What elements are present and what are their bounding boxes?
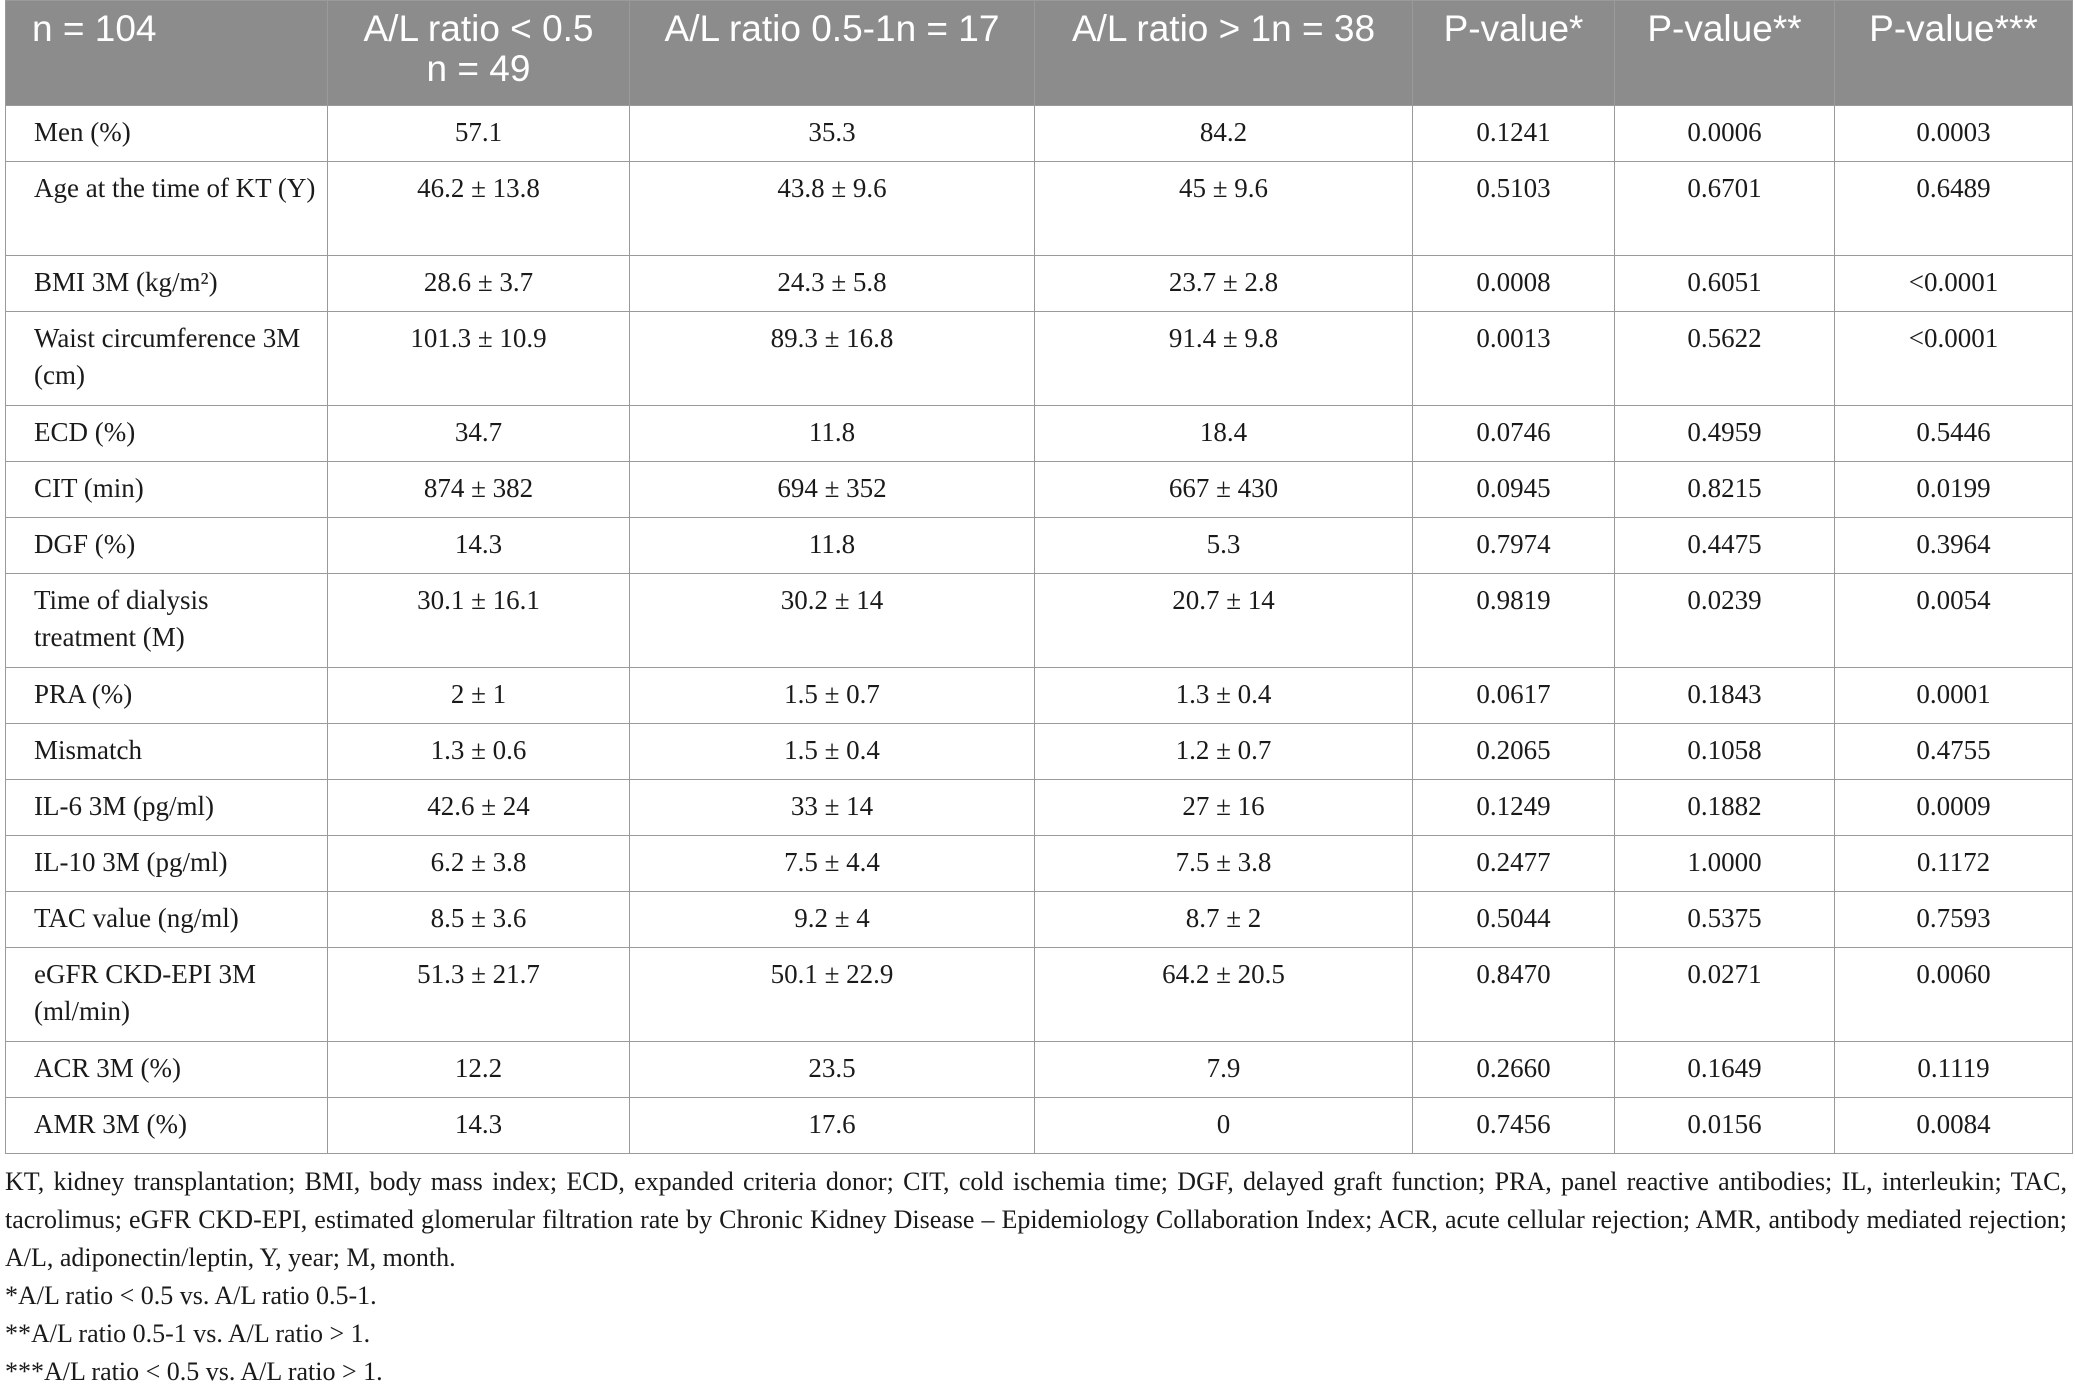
cell-p-value-3: <0.0001 xyxy=(1835,312,2073,406)
header-al-low-line2: n = 49 xyxy=(426,48,531,89)
table-footnotes xyxy=(5,1163,2067,1391)
header-p-value-3: P-value*** xyxy=(1835,1,2073,106)
cell-al-mid: 43.8 ± 9.6 xyxy=(630,162,1035,256)
cell-p-value-3: 0.0084 xyxy=(1835,1098,2073,1154)
cell-p-value-1: 0.5044 xyxy=(1413,892,1615,948)
cell-p-value-3: 0.5446 xyxy=(1835,406,2073,462)
cell-al-high: 1.3 ± 0.4 xyxy=(1035,668,1413,724)
row-label: IL-6 3M (pg/ml) xyxy=(6,780,328,836)
table-row xyxy=(6,312,2073,406)
header-al-low xyxy=(328,1,630,106)
cell-p-value-2: 0.5375 xyxy=(1615,892,1835,948)
cell-al-high: 27 ± 16 xyxy=(1035,780,1413,836)
row-label: DGF (%) xyxy=(6,518,328,574)
cell-p-value-3: 0.0001 xyxy=(1835,668,2073,724)
cell-p-value-3: 0.4755 xyxy=(1835,724,2073,780)
row-label: eGFR CKD-EPI 3M (ml/min) xyxy=(6,948,328,1042)
row-label: ECD (%) xyxy=(6,406,328,462)
cell-p-value-3: 0.0060 xyxy=(1835,948,2073,1042)
table-header-row xyxy=(6,1,2073,106)
cell-al-low: 14.3 xyxy=(328,518,630,574)
cell-al-mid: 30.2 ± 14 xyxy=(630,574,1035,668)
table-row xyxy=(6,462,2073,518)
table-row xyxy=(6,724,2073,780)
cell-p-value-2: 0.0239 xyxy=(1615,574,1835,668)
cell-al-high: 18.4 xyxy=(1035,406,1413,462)
cell-al-mid: 694 ± 352 xyxy=(630,462,1035,518)
cell-al-low: 57.1 xyxy=(328,106,630,162)
cell-p-value-3: 0.6489 xyxy=(1835,162,2073,256)
cell-al-low: 46.2 ± 13.8 xyxy=(328,162,630,256)
row-label: BMI 3M (kg/m²) xyxy=(6,256,328,312)
cell-al-mid: 7.5 ± 4.4 xyxy=(630,836,1035,892)
row-label: Men (%) xyxy=(6,106,328,162)
cell-p-value-2: 1.0000 xyxy=(1615,836,1835,892)
row-label: Time of dialysis treatment (M) xyxy=(6,574,328,668)
row-label: TAC value (ng/ml) xyxy=(6,892,328,948)
footnote-3: ***A/L ratio < 0.5 vs. A/L ratio > 1. xyxy=(5,1357,383,1386)
cell-al-low: 51.3 ± 21.7 xyxy=(328,948,630,1042)
table-row xyxy=(6,948,2073,1042)
cell-al-high: 0 xyxy=(1035,1098,1413,1154)
cell-al-high: 91.4 ± 9.8 xyxy=(1035,312,1413,406)
cell-al-low: 28.6 ± 3.7 xyxy=(328,256,630,312)
cell-al-mid: 1.5 ± 0.4 xyxy=(630,724,1035,780)
cell-p-value-2: 0.1843 xyxy=(1615,668,1835,724)
cell-al-mid: 24.3 ± 5.8 xyxy=(630,256,1035,312)
table-row xyxy=(6,1042,2073,1098)
cell-p-value-1: 0.2660 xyxy=(1413,1042,1615,1098)
header-al-mid: A/L ratio 0.5-1n = 17 xyxy=(630,1,1035,106)
table-row xyxy=(6,668,2073,724)
row-label: ACR 3M (%) xyxy=(6,1042,328,1098)
cell-al-mid: 33 ± 14 xyxy=(630,780,1035,836)
cell-p-value-1: 0.0013 xyxy=(1413,312,1615,406)
cell-al-low: 6.2 ± 3.8 xyxy=(328,836,630,892)
cell-al-mid: 11.8 xyxy=(630,518,1035,574)
cell-p-value-3: 0.0199 xyxy=(1835,462,2073,518)
row-label: IL-10 3M (pg/ml) xyxy=(6,836,328,892)
cell-p-value-3: 0.3964 xyxy=(1835,518,2073,574)
row-label: Mismatch xyxy=(6,724,328,780)
cell-al-high: 7.5 ± 3.8 xyxy=(1035,836,1413,892)
cell-p-value-1: 0.1241 xyxy=(1413,106,1615,162)
cell-p-value-1: 0.0945 xyxy=(1413,462,1615,518)
cell-p-value-3: <0.0001 xyxy=(1835,256,2073,312)
cell-al-mid: 9.2 ± 4 xyxy=(630,892,1035,948)
cell-p-value-3: 0.0054 xyxy=(1835,574,2073,668)
cell-p-value-2: 0.1058 xyxy=(1615,724,1835,780)
cell-p-value-2: 0.8215 xyxy=(1615,462,1835,518)
cell-p-value-1: 0.7456 xyxy=(1413,1098,1615,1154)
cell-al-mid: 23.5 xyxy=(630,1042,1035,1098)
cell-al-high: 45 ± 9.6 xyxy=(1035,162,1413,256)
cell-p-value-1: 0.2477 xyxy=(1413,836,1615,892)
footnote-2: **A/L ratio 0.5-1 vs. A/L ratio > 1. xyxy=(5,1319,371,1348)
cell-al-low: 42.6 ± 24 xyxy=(328,780,630,836)
table-body xyxy=(6,106,2073,1154)
cell-p-value-2: 0.1649 xyxy=(1615,1042,1835,1098)
results-table xyxy=(5,0,2073,1154)
cell-p-value-2: 0.0271 xyxy=(1615,948,1835,1042)
cell-al-high: 7.9 xyxy=(1035,1042,1413,1098)
cell-p-value-3: 0.0003 xyxy=(1835,106,2073,162)
row-label: AMR 3M (%) xyxy=(6,1098,328,1154)
table-row xyxy=(6,1098,2073,1154)
table-row xyxy=(6,780,2073,836)
header-p-value-2: P-value** xyxy=(1615,1,1835,106)
cell-al-high: 1.2 ± 0.7 xyxy=(1035,724,1413,780)
cell-p-value-2: 0.0156 xyxy=(1615,1098,1835,1154)
cell-al-low: 874 ± 382 xyxy=(328,462,630,518)
row-label: Waist circumference 3M (cm) xyxy=(6,312,328,406)
cell-al-low: 1.3 ± 0.6 xyxy=(328,724,630,780)
cell-al-mid: 17.6 xyxy=(630,1098,1035,1154)
row-label: PRA (%) xyxy=(6,668,328,724)
cell-p-value-1: 0.0008 xyxy=(1413,256,1615,312)
cell-p-value-1: 0.7974 xyxy=(1413,518,1615,574)
cell-al-low: 34.7 xyxy=(328,406,630,462)
cell-p-value-1: 0.2065 xyxy=(1413,724,1615,780)
cell-al-mid: 1.5 ± 0.7 xyxy=(630,668,1035,724)
cell-p-value-2: 0.6051 xyxy=(1615,256,1835,312)
table-row xyxy=(6,406,2073,462)
cell-p-value-3: 0.1172 xyxy=(1835,836,2073,892)
cell-al-low: 2 ± 1 xyxy=(328,668,630,724)
header-sample-size: n = 104 xyxy=(6,1,328,106)
cell-p-value-3: 0.0009 xyxy=(1835,780,2073,836)
cell-al-low: 12.2 xyxy=(328,1042,630,1098)
table-row xyxy=(6,836,2073,892)
table-row xyxy=(6,892,2073,948)
data-table-container xyxy=(5,0,2072,1154)
header-p-value-1: P-value* xyxy=(1413,1,1615,106)
cell-p-value-2: 0.4959 xyxy=(1615,406,1835,462)
cell-p-value-1: 0.1249 xyxy=(1413,780,1615,836)
table-row xyxy=(6,256,2073,312)
cell-al-high: 84.2 xyxy=(1035,106,1413,162)
cell-al-mid: 11.8 xyxy=(630,406,1035,462)
cell-al-low: 14.3 xyxy=(328,1098,630,1154)
cell-p-value-2: 0.6701 xyxy=(1615,162,1835,256)
cell-p-value-3: 0.1119 xyxy=(1835,1042,2073,1098)
cell-al-mid: 35.3 xyxy=(630,106,1035,162)
cell-p-value-3: 0.7593 xyxy=(1835,892,2073,948)
cell-al-low: 8.5 ± 3.6 xyxy=(328,892,630,948)
header-al-low-line1: A/L ratio < 0.5 xyxy=(363,8,594,49)
header-al-high: A/L ratio > 1n = 38 xyxy=(1035,1,1413,106)
cell-p-value-1: 0.5103 xyxy=(1413,162,1615,256)
cell-p-value-1: 0.9819 xyxy=(1413,574,1615,668)
table-row xyxy=(6,574,2073,668)
cell-al-mid: 89.3 ± 16.8 xyxy=(630,312,1035,406)
row-label: Age at the time of KT (Y) xyxy=(6,162,328,256)
cell-al-high: 5.3 xyxy=(1035,518,1413,574)
cell-al-high: 64.2 ± 20.5 xyxy=(1035,948,1413,1042)
cell-al-high: 23.7 ± 2.8 xyxy=(1035,256,1413,312)
table-row xyxy=(6,162,2073,256)
cell-p-value-1: 0.0617 xyxy=(1413,668,1615,724)
cell-al-mid: 50.1 ± 22.9 xyxy=(630,948,1035,1042)
row-label: CIT (min) xyxy=(6,462,328,518)
table-row xyxy=(6,518,2073,574)
cell-al-high: 8.7 ± 2 xyxy=(1035,892,1413,948)
abbreviations-note: KT, kidney transplantation; BMI, body mass index; ECD, expanded criteria donor; CIT, cold ischemia time; DGF, delayed graft function; PRA, panel reactive antibodies; IL, interleukin; TAC, tacrolimus; eGFR CKD-EPI, estimated glomerular filtration rate by Chronic Kidney Disease – Epidemiology Collaboration Index; ACR, acute cellular rejection; AMR, antibody mediated rejection; A/L, adiponectin/leptin, Y, year; M, month. xyxy=(5,1167,2067,1272)
cell-p-value-2: 0.5622 xyxy=(1615,312,1835,406)
table-row xyxy=(6,106,2073,162)
cell-p-value-2: 0.1882 xyxy=(1615,780,1835,836)
cell-p-value-1: 0.0746 xyxy=(1413,406,1615,462)
cell-p-value-1: 0.8470 xyxy=(1413,948,1615,1042)
cell-al-high: 667 ± 430 xyxy=(1035,462,1413,518)
cell-p-value-2: 0.4475 xyxy=(1615,518,1835,574)
cell-p-value-2: 0.0006 xyxy=(1615,106,1835,162)
cell-al-high: 20.7 ± 14 xyxy=(1035,574,1413,668)
footnote-1: *A/L ratio < 0.5 vs. A/L ratio 0.5-1. xyxy=(5,1281,377,1310)
cell-al-low: 101.3 ± 10.9 xyxy=(328,312,630,406)
cell-al-low: 30.1 ± 16.1 xyxy=(328,574,630,668)
